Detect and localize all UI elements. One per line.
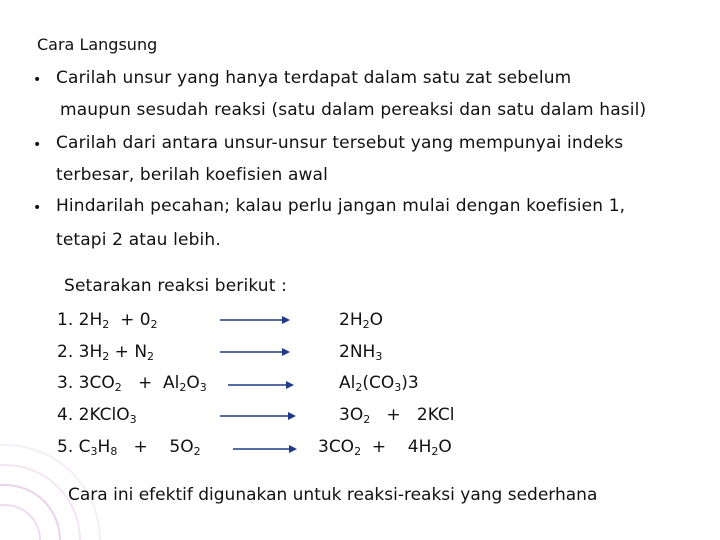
subscript: 2 xyxy=(193,445,201,458)
reaction-number: 3. xyxy=(57,373,74,393)
reactant: 3CO xyxy=(78,373,115,393)
bullet-2-line-1: Carilah dari antara unsur-unsur tersebut yang mempunyai indeks xyxy=(56,133,624,153)
footer-note: Cara ini efektif digunakan untuk reaksi-reaksi yang sederhana xyxy=(68,485,598,505)
reactant: 3H xyxy=(78,342,103,362)
product: 4H xyxy=(407,437,432,457)
subscript: 3 xyxy=(90,445,98,458)
product: O xyxy=(369,310,383,330)
subscript: 2 xyxy=(179,381,187,394)
bullet-point: • xyxy=(33,200,42,216)
subscript: 2 xyxy=(114,381,122,394)
reactant: 0 xyxy=(139,310,151,330)
plus-sign: + xyxy=(137,373,153,393)
product: 2KCl xyxy=(416,405,455,425)
reactant: N xyxy=(134,342,148,362)
bullet-1-line-2: maupun sesudah reaksi (satu dalam pereaksi dan satu dalam hasil) xyxy=(60,100,647,120)
reaction-arrow-icon xyxy=(220,347,290,357)
subscript: 2 xyxy=(354,445,362,458)
subscript: 3 xyxy=(199,381,207,394)
bullet-2-line-2: terbesar, berilah koefisien awal xyxy=(56,165,329,185)
product: Al xyxy=(339,373,356,393)
product: O xyxy=(438,437,452,457)
reaction-4-reactants xyxy=(57,405,137,425)
reactant: Al xyxy=(163,373,180,393)
reactant: O xyxy=(186,373,200,393)
product: )3 xyxy=(401,373,419,393)
reaction-3-reactants xyxy=(57,373,207,393)
plus-sign: + xyxy=(371,437,387,457)
subscript: 2 xyxy=(102,350,110,363)
reactant: 5O xyxy=(169,437,194,457)
product: 2H xyxy=(339,310,363,330)
subscript: 2 xyxy=(150,318,158,331)
subscript: 3 xyxy=(375,350,383,363)
bullet-point: • xyxy=(33,72,42,88)
reaction-number: 1. xyxy=(57,310,74,330)
product: (CO xyxy=(362,373,395,393)
plus-sign: + xyxy=(114,342,129,362)
product: 2NH xyxy=(339,342,376,362)
page-title: Cara Langsung xyxy=(37,35,158,54)
reaction-3-products xyxy=(339,373,419,393)
subscript: 3 xyxy=(394,381,402,394)
subscript: 8 xyxy=(110,445,118,458)
reaction-1-reactants xyxy=(57,310,158,330)
subscript: 2 xyxy=(431,445,439,458)
reactant: 2KClO xyxy=(78,405,130,425)
subscript: 2 xyxy=(147,350,155,363)
reaction-1-products xyxy=(339,310,383,330)
reactant: 2H xyxy=(78,310,103,330)
subscript: 2 xyxy=(355,381,363,394)
reaction-arrow-icon xyxy=(220,411,296,421)
reaction-arrow-icon xyxy=(233,444,297,454)
exercise-heading: Setarakan reaksi berikut : xyxy=(64,276,287,296)
product: 3O xyxy=(339,405,364,425)
reaction-number: 2. xyxy=(57,342,74,362)
plus-sign: + xyxy=(386,405,401,425)
subscript: 2 xyxy=(102,318,110,331)
reaction-number: 4. xyxy=(57,405,74,425)
bullet-3-line-2: tetapi 2 atau lebih. xyxy=(56,230,221,250)
plus-sign: + xyxy=(133,437,148,457)
subscript: 2 xyxy=(362,318,370,331)
reactant: C xyxy=(78,437,91,457)
reaction-2-products xyxy=(339,342,382,362)
bullet-3-line-1: Hindarilah pecahan; kalau perlu jangan mulai dengan koefisien 1, xyxy=(56,196,626,216)
subscript: 2 xyxy=(363,413,371,426)
reaction-arrow-icon xyxy=(228,380,294,390)
reactant: H xyxy=(97,437,111,457)
reaction-number: 5. xyxy=(57,437,74,457)
reaction-5-reactants xyxy=(57,437,201,457)
reaction-5-products xyxy=(318,437,452,457)
reaction-2-reactants xyxy=(57,342,154,362)
reaction-4-products xyxy=(339,405,455,425)
reaction-arrow-icon xyxy=(220,315,290,325)
product: 3CO xyxy=(318,437,355,457)
subscript: 3 xyxy=(129,413,137,426)
bullet-1-line-1: Carilah unsur yang hanya terdapat dalam satu zat sebelum xyxy=(56,68,572,88)
bullet-point: • xyxy=(33,137,42,153)
plus-sign: + xyxy=(120,310,135,330)
